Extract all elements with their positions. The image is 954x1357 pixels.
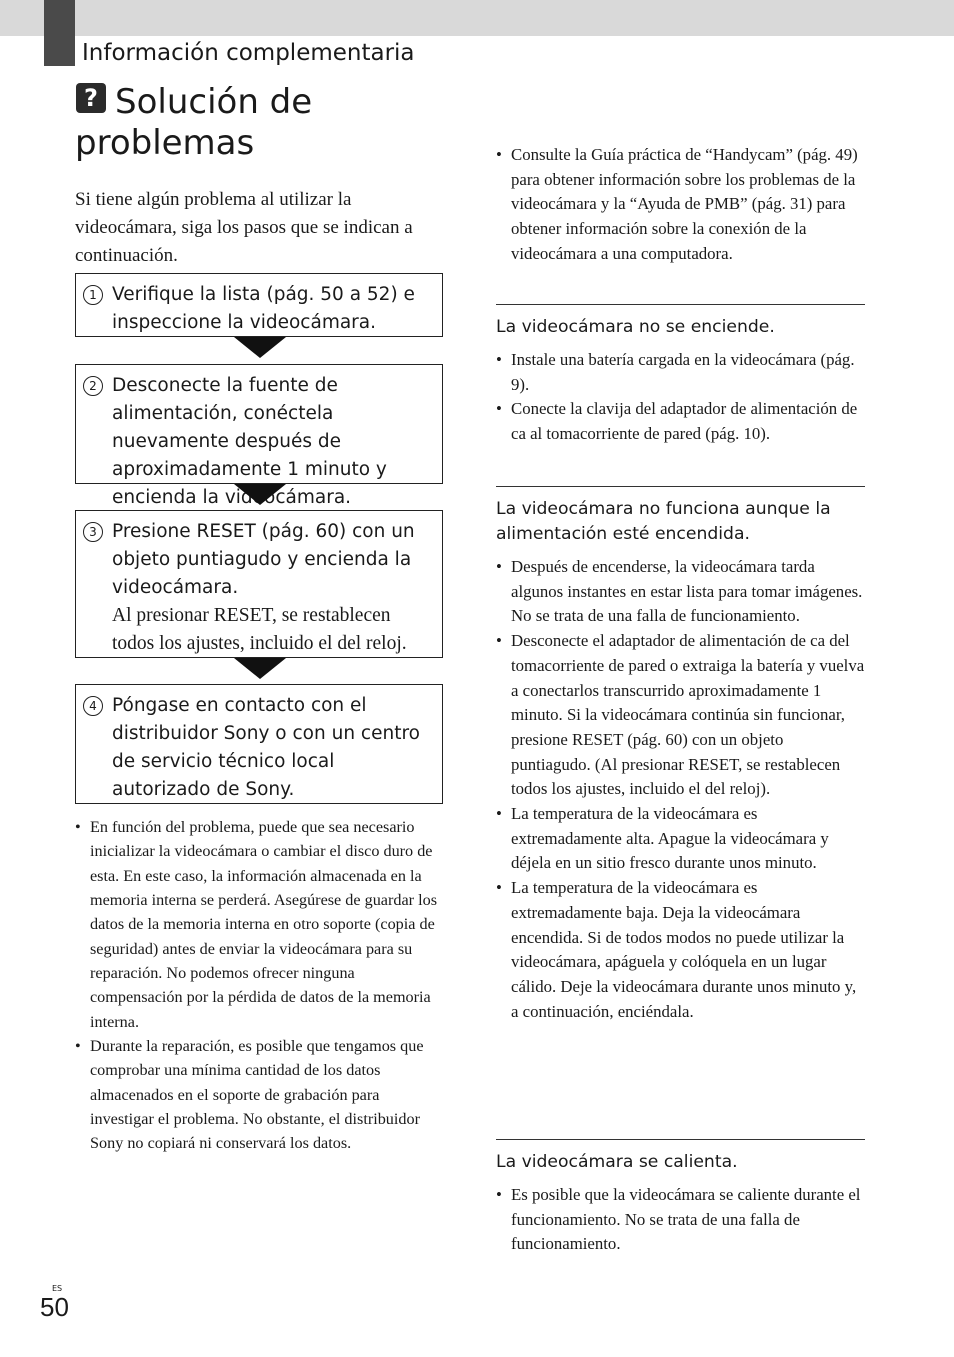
list-item: • Desconecte el adaptador de alimentación de ca del tomacorriente de pared o extraiga la batería y vuelva a conectarlos transcurrido aproximadamente 1 minuto. Si la videocámara continúa sin funcionar, presione RESET (pág. 60) con un objeto puntiagudo. (Al presionar RESET, se restablecen todos los ajustes, incluido el del reloj). (496, 629, 865, 802)
section-tab-marker (44, 0, 75, 66)
header-bar (0, 0, 954, 36)
reference-block (496, 143, 865, 267)
list-item: • Consulte la Guía práctica de “Handycam” (pág. 49) para obtener información sobre los problemas de la videocámara y la “Ayuda de PMB” (pág. 31) para obtener información sobre la conexión de la videocámara a una computadora. (496, 143, 865, 267)
list-item: • La temperatura de la videocámara es extremadamente baja. Deja la videocámara encendida. Si de todos modos no puede utilizar la videocámara, apáguela y colóquela en un lugar cálido. Deje la videocámara durante unos minuto y, a continuación, enciéndala. (496, 876, 865, 1024)
page-title: Solución de problemas (75, 82, 313, 163)
step-number-3: 3 (83, 522, 103, 542)
section-heading: La videocámara se calienta. (496, 1152, 738, 1172)
step-box-1 (75, 273, 443, 337)
section-heading: La videocámara no se enciende. (496, 317, 775, 337)
step-box-4 (75, 684, 443, 804)
step-text-1: Verifique la lista (pág. 50 a 52) e inspeccione la videocámara. (112, 284, 415, 333)
step-note-3: Al presionar RESET, se restablecen todos los ajustes, incluido el del reloj. (112, 605, 407, 654)
step-text-3: Presione RESET (pág. 60) con un objeto puntiagudo y encienda la videocámara. (112, 521, 415, 598)
down-arrow-icon (234, 658, 286, 679)
step-number-1: 1 (83, 285, 103, 305)
section-no-power (496, 304, 865, 447)
down-arrow-icon (234, 337, 286, 358)
step-box-3 (75, 510, 443, 658)
step-number-2: 2 (83, 376, 103, 396)
question-mark-icon: ? (76, 83, 106, 113)
section-not-working (496, 486, 865, 1024)
list-item: • Conecte la clavija del adaptador de alimentación de ca al tomacorriente de pared (pág. 10). (496, 397, 865, 446)
page-number: 50 (40, 1292, 69, 1322)
list-item: • Después de encenderse, la videocámara tarda algunos instantes en estar lista para tomar imágenes. No se trata de una falla de funcionamiento. (496, 555, 865, 629)
step-text-4: Póngase en contacto con el distribuidor Sony o con un centro de servicio técnico local autorizado de Sony. (112, 695, 420, 800)
section-title: Información complementaria (82, 40, 415, 66)
intro-paragraph: Si tiene algún problema al utilizar la videocámara, siga los pasos que se indican a continuación. (75, 189, 413, 266)
step-box-2 (75, 364, 443, 508)
step-text-2: Desconecte la fuente de alimentación, conéctela nuevamente después de aproximadamente 1 minuto y encienda la videocámara. (112, 375, 387, 508)
list-item: • Durante la reparación, es posible que tengamos que comprobar una mínima cantidad de los datos almacenados en el soporte de grabación para investigar el problema. No obstante, el distribuidor Sony no copiará ni conservará los datos. (75, 1034, 445, 1156)
notes-list (75, 815, 445, 1156)
language-code: ES (52, 1284, 63, 1293)
section-overheat (496, 1139, 865, 1257)
list-item: • Instale una batería cargada en la videocámara (pág. 9). (496, 348, 865, 397)
list-item: • Es posible que la videocámara se caliente durante el funcionamiento. No se trata de una falla de funcionamiento. (496, 1183, 865, 1257)
down-arrow-icon (234, 484, 286, 505)
step-number-4: 4 (83, 696, 103, 716)
section-heading: La videocámara no funciona aunque la alimentación esté encendida. (496, 499, 831, 544)
list-item: • La temperatura de la videocámara es extremadamente alta. Apague la videocámara y déjela en un sitio fresco durante unos minuto. (496, 802, 865, 876)
list-item: • En función del problema, puede que sea necesario inicializar la videocámara o cambiar el disco duro de esta. En este caso, la información almacenada en la memoria interna se perderá. Asegúrese de guardar los datos de la memoria interna en otro soporte (copia de seguridad) antes de enviar la videocámara para su reparación. No podemos ofrecer ninguna compensación por la pérdida de datos de la memoria interna. (75, 815, 445, 1034)
